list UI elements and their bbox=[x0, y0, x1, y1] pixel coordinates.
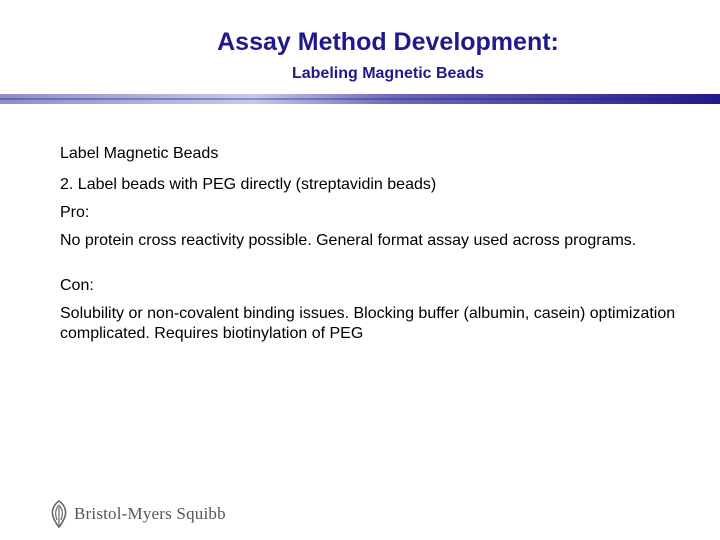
pro-label: Pro: bbox=[60, 204, 90, 221]
slide-subtitle: Labeling Magnetic Beads bbox=[291, 65, 485, 82]
slide-title: Assay Method Development: bbox=[217, 28, 559, 56]
con-label: Con: bbox=[60, 277, 94, 294]
company-logo bbox=[48, 498, 226, 530]
logo-text: Bristol-Myers Squibb bbox=[74, 504, 226, 523]
body-item: 2. Label beads with PEG directly (streptavidin beads) bbox=[60, 176, 437, 193]
con-text: Solubility or non-covalent binding issues. Blocking buffer (albumin, casein) optimization complicated. Requires biotinylation of PEG bbox=[60, 305, 676, 342]
title-divider bbox=[0, 94, 720, 104]
bms-logo-icon bbox=[48, 499, 70, 529]
slide-body bbox=[60, 144, 680, 344]
pro-text: No protein cross reactivity possible. General format assay used across programs. bbox=[60, 232, 637, 249]
body-heading: Label Magnetic Beads bbox=[60, 145, 219, 162]
